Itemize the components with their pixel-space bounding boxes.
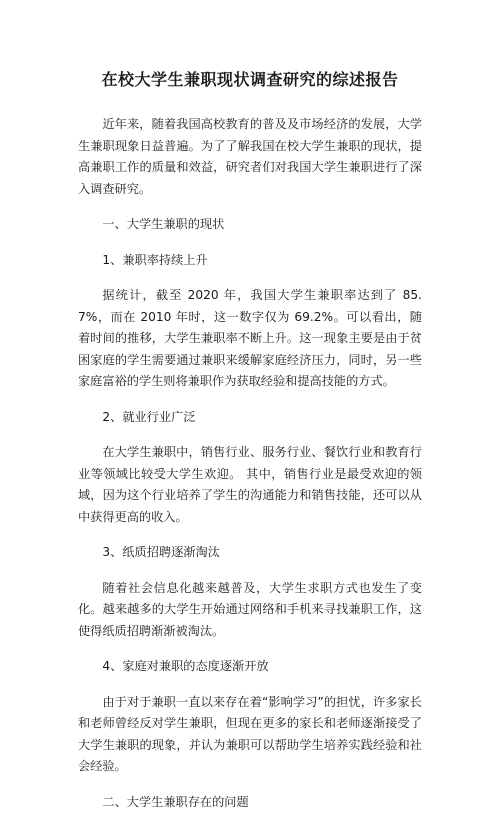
paragraph-wide-industries: 在大学生兼职中，销售行业、服务行业、餐饮行业和教育行业等领域比较受大学生欢迎。 其中，销售行业是最受欢迎的领域，因为这个行业培养了学生的沟通能力和销售技能，还可以从中获得更高的收入。 [78, 442, 422, 528]
subheading-rising-rate: 1、兼职率持续上升 [78, 250, 422, 272]
paragraph-family-attitude: 由于对于兼职一直以来存在着“影响学习”的担忧，许多家长和老师曾经反对学生兼职，但现在更多的家长和老师逐渐接受了大学生兼职的现象，并认为兼职可以帮助学生培养实践经验和社会经验。 [78, 692, 422, 778]
subheading-wide-industries: 2、就业行业广泛 [78, 407, 422, 429]
section-heading-problems: 二、大学生兼职存在的问题 [78, 792, 422, 813]
subheading-family-attitude: 4、家庭对兼职的态度逐渐开放 [78, 656, 422, 678]
subheading-paper-recruitment: 3、纸质招聘逐渐淘汰 [78, 542, 422, 564]
intro-paragraph: 近年来，随着我国高校教育的普及及市场经济的发展，大学生兼职现象日益普遍。为了了解我国在校大学生兼职的现状，提高兼职工作的质量和效益，研究者们对我国大学生兼职进行了深入调查研究。 [78, 114, 422, 200]
paragraph-paper-recruitment: 随着社会信息化越来越普及，大学生求职方式也发生了变化。越来越多的大学生开始通过网络和手机来寻找兼职工作，这使得纸质招聘渐渐被淘汰。 [78, 578, 422, 643]
document-title: 在校大学生兼职现状调查研究的综述报告 [78, 70, 422, 90]
section-heading-current-status: 一、大学生兼职的现状 [78, 214, 422, 236]
paragraph-rising-rate: 据统计，截至 2020 年，我国大学生兼职率达到了 85.7%，而在 2010 年时，这一数字仅为 69.2%。可以看出，随着时间的推移，大学生兼职率不断上升。这一现象主要是由于贫困家庭的学生需要通过兼职来缓解家庭经济压力，同时，另一些家庭富裕的学生则将兼职作为获取经验和提高技能的方式。 [78, 285, 422, 393]
